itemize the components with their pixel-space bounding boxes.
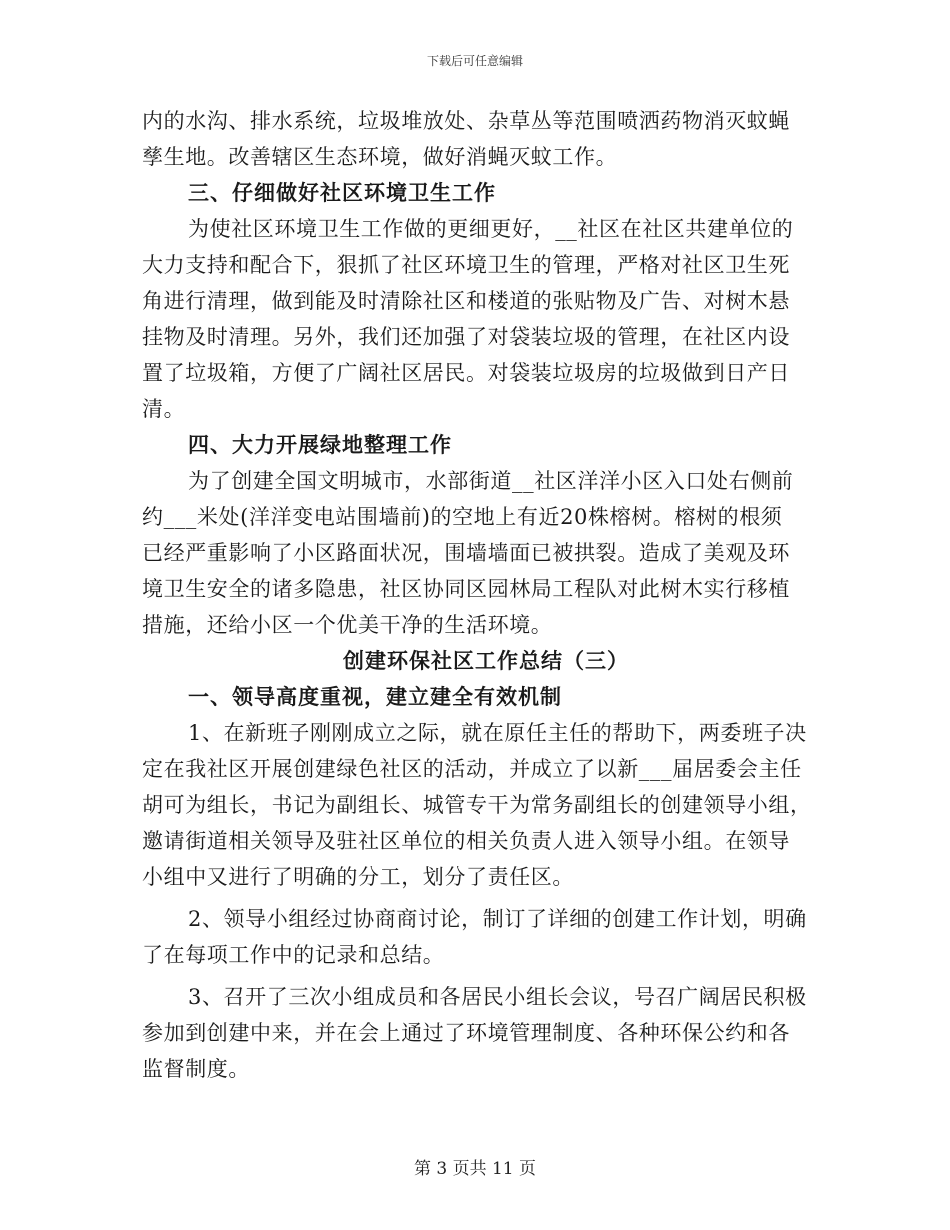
- body-line: 3、召开了三次小组成员和各居民小组长会议，号召广阔居民积极: [188, 985, 807, 1009]
- body-line: 了在每项工作中的记录和总结。: [142, 943, 445, 967]
- body-line: 为使社区环境卫生工作做的更细更好，__社区在社区共建单位的: [188, 217, 794, 241]
- body-line: 大力支持和配合下，狠抓了社区环境卫生的管理，严格对社区卫生死: [142, 253, 790, 277]
- section-heading: 四、大力开展绿地整理工作: [188, 432, 452, 457]
- section-heading: 三、仔细做好社区环境卫生工作: [188, 180, 496, 205]
- body-line: 胡可为组长，书记为副组长、城管专干为常务副组长的创建领导小组，: [142, 793, 812, 817]
- page-footer: 第 3 页共 11 页: [413, 1159, 537, 1179]
- body-line: 2、领导小组经过协商商讨论，制订了详细的创建工作计划，明确: [188, 907, 807, 931]
- body-line: 孳生地。改善辖区生态环境，做好消蝇灭蚊工作。: [142, 145, 618, 169]
- body-line: 清。: [142, 397, 186, 421]
- document-body: [142, 103, 810, 1087]
- body-line: 置了垃圾箱，方便了广阔社区居民。对袋装垃圾房的垃圾做到日产日: [142, 361, 790, 385]
- body-line: 小组中又进行了明确的分工，划分了责任区。: [142, 865, 574, 889]
- document-title: 创建环保社区工作总结（三）: [343, 648, 629, 673]
- body-line: 监督制度。: [142, 1057, 250, 1081]
- body-line: 角进行清理，做到能及时清除社区和楼道的张贴物及广告、对树木悬: [142, 289, 790, 313]
- section-heading: 一、领导高度重视，建立建全有效机制: [188, 684, 562, 709]
- body-line: 内的水沟、排水系统，垃圾堆放处、杂草丛等范围喷洒药物消灭蚊蝇: [142, 109, 790, 133]
- body-line: 1、在新班子刚刚成立之际，就在原任主任的帮助下，两委班子决: [188, 721, 807, 745]
- body-line: 为了创建全国文明城市，水部街道__社区洋洋小区入口处右侧前: [188, 469, 794, 493]
- body-line: 挂物及时清理。另外，我们还加强了对袋装垃圾的管理，在社区内设: [142, 325, 790, 349]
- body-line: 参加到创建中来，并在会上通过了环境管理制度、各种环保公约和各: [142, 1021, 790, 1045]
- page-header: 下载后可任意编辑: [426, 54, 523, 68]
- body-line: 已经严重影响了小区路面状况，围墙墙面已被拱裂。造成了美观及环: [142, 541, 790, 565]
- body-line: 境卫生安全的诸多隐患，社区协同区园林局工程队对此树木实行移植: [142, 577, 790, 601]
- body-line: 邀请街道相关领导及驻社区单位的相关负责人进入领导小组。在领导: [142, 829, 790, 853]
- body-line: 定在我社区开展创建绿色社区的活动，并成立了以新___届居委会主任: [142, 757, 802, 781]
- body-line: 约___米处(洋洋变电站围墙前)的空地上有近20株榕树。榕树的根须: [142, 505, 783, 529]
- body-line: 措施，还给小区一个优美干净的生活环境。: [142, 613, 553, 637]
